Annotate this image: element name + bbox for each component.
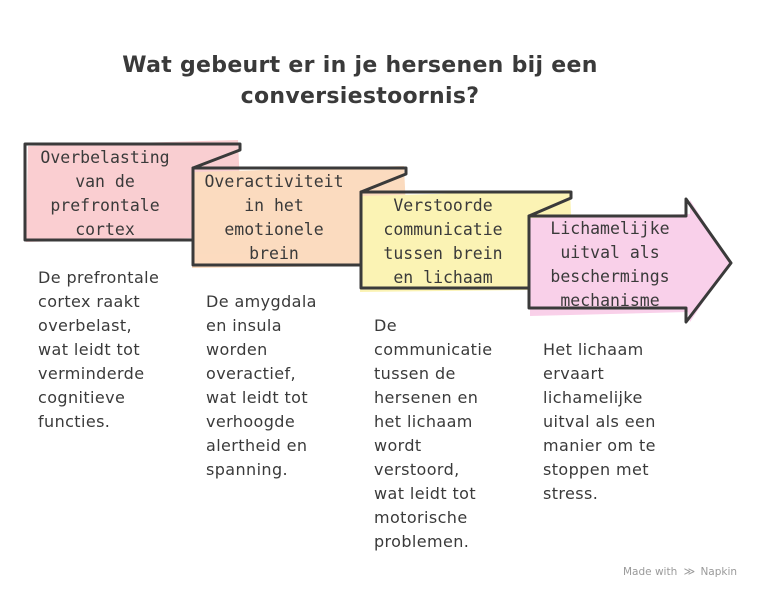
step-1-description: De prefrontale cortex raakt overbelast, wat leidt tot verminderde cognitieve functies. xyxy=(38,268,160,431)
title-line-2: conversiestoornis? xyxy=(240,84,480,109)
step-3-label: Verstoorde communicatie tussen brein en lichaam xyxy=(383,196,503,287)
napkin-brand-text: Napkin xyxy=(700,566,738,578)
step-4-description: Het lichaam ervaart lichamelijke uitval als een manier om te stoppen met stress. xyxy=(543,340,656,503)
step-2-label: Overactiviteit in het emotionele brein xyxy=(204,172,344,263)
step-4-label: Lichamelijke uitval als beschermings mechanisme xyxy=(550,219,670,310)
napkin-logo-icon: ≫ xyxy=(683,565,696,578)
step-3-description: De communicatie tussen de hersenen en het lichaam wordt verstoord, wat leidt tot motorische problemen. xyxy=(374,316,493,551)
step-2-description: De amygdala en insula worden overactief, wat leidt tot verhoogde alertheid en spanning. xyxy=(206,292,317,479)
made-with-napkin-footer xyxy=(623,565,737,578)
made-with-text: Made with xyxy=(623,566,678,578)
step-1-label: Overbelasting van de prefrontale cortex xyxy=(40,148,170,239)
title-line-1: Wat gebeurt er in je hersenen bij een xyxy=(122,53,598,78)
